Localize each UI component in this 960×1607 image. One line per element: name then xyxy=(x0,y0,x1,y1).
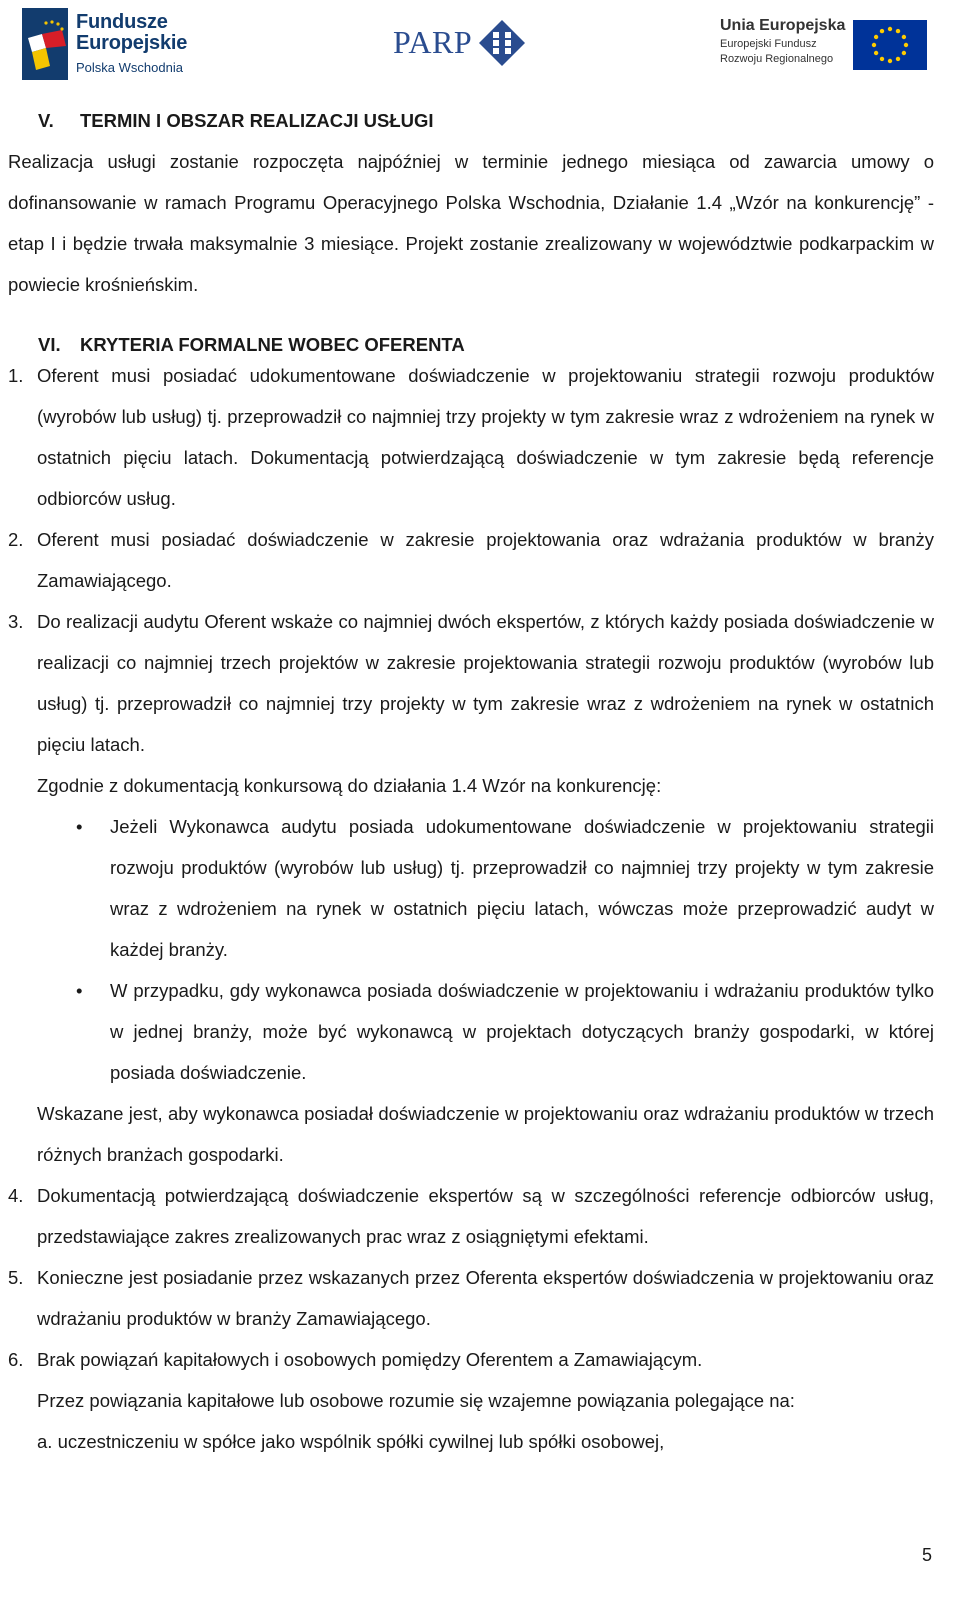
parp-logo xyxy=(393,18,533,70)
bullet-text: W przypadku, gdy wykonawca posiada doświadczenie w projektowaniu i wdrażaniu produktów tylko w jednej branży, może być wykonawcą w projektach dotyczących branży gospodarki, w której posiada doświadczenie. xyxy=(110,980,934,1083)
bullet-item xyxy=(8,970,934,1093)
fe-logo-line3: Polska Wschodnia xyxy=(76,60,183,75)
bullet-text: Jeżeli Wykonawca audytu posiada udokumentowane doświadczenie w projektowaniu strategii rozwoju produktów (wyrobów lub usług) tj. przeprowadził co najmniej trzy projekty w tym zakresie wraz z wdrożeniem na rynek w ostatnich pięciu latach, wówczas może przeprowadzić audyt w każdej branży. xyxy=(110,816,934,960)
list-item-text: Dokumentacją potwierdzającą doświadczenie ekspertów są w szczególności referencje odbiorców usług, przedstawiające zakres zrealizowanych prac wraz z osiągniętymi efektami. xyxy=(37,1185,934,1247)
list-item-text: Oferent musi posiadać udokumentowane doświadczenie w projektowaniu strategii rozwoju produktów (wyrobów lub usług) tj. przeprowadził co najmniej trzy projekty w tym zakresie wraz z wdrożeniem na rynek w ostatnich pięciu latach. Dokumentacją potwierdzającą doświadczenie w tym zakresie będą referencje odbiorców usług. xyxy=(37,365,934,509)
list-item-note: Zgodnie z dokumentacją konkursową do działania 1.4 Wzór na konkurencję: xyxy=(37,775,662,796)
page-header xyxy=(0,0,960,90)
list-item-subpoint: a. uczestniczeniu w spółce jako wspólnik spółki cywilnej lub spółki osobowej, xyxy=(37,1431,665,1452)
section-title: TERMIN I OBSZAR REALIZACJI USŁUGI xyxy=(80,110,434,131)
section-paragraph: Realizacja usługi zostanie rozpoczęta najpóźniej w terminie jednego miesiąca od zawarcia umowy o dofinansowanie w ramach Programu Operacyjnego Polska Wschodnia, Działanie 1.4 „Wzór na konkurencję” - etap I i będzie trwała maksymalnie 3 miesiące. Projekt zostanie zrealizowany w województwie podkarpackim w powiecie krośnieńskim. xyxy=(8,151,934,295)
fe-logo-line2: Europejskie xyxy=(76,32,188,54)
fe-logo-mark-icon xyxy=(22,8,68,80)
page-number: 5 xyxy=(921,1545,932,1565)
parp-emblem-icon xyxy=(477,18,527,68)
fundusze-europejskie-logo xyxy=(22,6,192,82)
list-item xyxy=(8,355,934,519)
list-item-text: Oferent musi posiadać doświadczenie w zakresie projektowania oraz wdrażania produktów w branży Zamawiającego. xyxy=(37,529,934,591)
list-item xyxy=(8,1257,934,1339)
parp-logo-text: PARP xyxy=(393,24,473,60)
section-heading xyxy=(8,100,934,141)
list-item-number: 3. xyxy=(8,611,24,632)
ue-logo-line1: Unia Europejska xyxy=(720,17,846,34)
ue-logo-line3: Rozwoju Regionalnego xyxy=(720,53,834,65)
ue-logo-line2: Europejski Fundusz xyxy=(720,38,817,50)
list-item-text: Brak powiązań kapitałowych i osobowych pomiędzy Oferentem a Zamawiającym. xyxy=(37,1349,703,1370)
list-item xyxy=(8,601,934,765)
list-item-number: 4. xyxy=(8,1185,24,1206)
list-item-note: Przez powiązania kapitałowe lub osobowe rozumie się wzajemne powiązania polegające na: xyxy=(37,1390,795,1411)
unia-europejska-logo xyxy=(720,16,930,72)
bullet-icon: • xyxy=(76,980,83,1001)
list-item xyxy=(8,1339,934,1380)
bullet-item xyxy=(8,806,934,970)
list-item-number: 5. xyxy=(8,1267,24,1288)
document-body xyxy=(8,100,934,1462)
list-item-text: Do realizacji audytu Oferent wskaże co najmniej dwóch ekspertów, z których każdy posiada doświadczenie w realizacji co najmniej trzech projektów w zakresie projektowania strategii rozwoju produktów (wyrobów lub usług) tj. przeprowadził co najmniej trzy projekty w tym zakresie wraz z wdrożeniem na rynek w ostatnich pięciu latach. xyxy=(37,611,934,755)
list-item xyxy=(8,519,934,601)
section-title: KRYTERIA FORMALNE WOBEC OFERENTA xyxy=(80,334,465,355)
section-number: VI. xyxy=(38,334,61,355)
fe-logo-line1: Fundusze xyxy=(76,11,168,33)
list-item-number: 1. xyxy=(8,365,24,386)
section-number: V. xyxy=(38,110,54,131)
list-item xyxy=(8,1175,934,1257)
list-item-number: 2. xyxy=(8,529,24,550)
list-item-number: 6. xyxy=(8,1349,24,1370)
bullet-icon: • xyxy=(76,816,83,837)
eu-flag-icon xyxy=(853,20,927,70)
list-item-text: Konieczne jest posiadanie przez wskazanych przez Oferenta ekspertów doświadczenia w projektowaniu oraz wdrażaniu produktów w branży Zamawiającego. xyxy=(37,1267,934,1329)
list-item-note: Wskazane jest, aby wykonawca posiadał doświadczenie w projektowaniu oraz wdrażaniu produktów w trzech różnych branżach gospodarki. xyxy=(37,1103,934,1165)
